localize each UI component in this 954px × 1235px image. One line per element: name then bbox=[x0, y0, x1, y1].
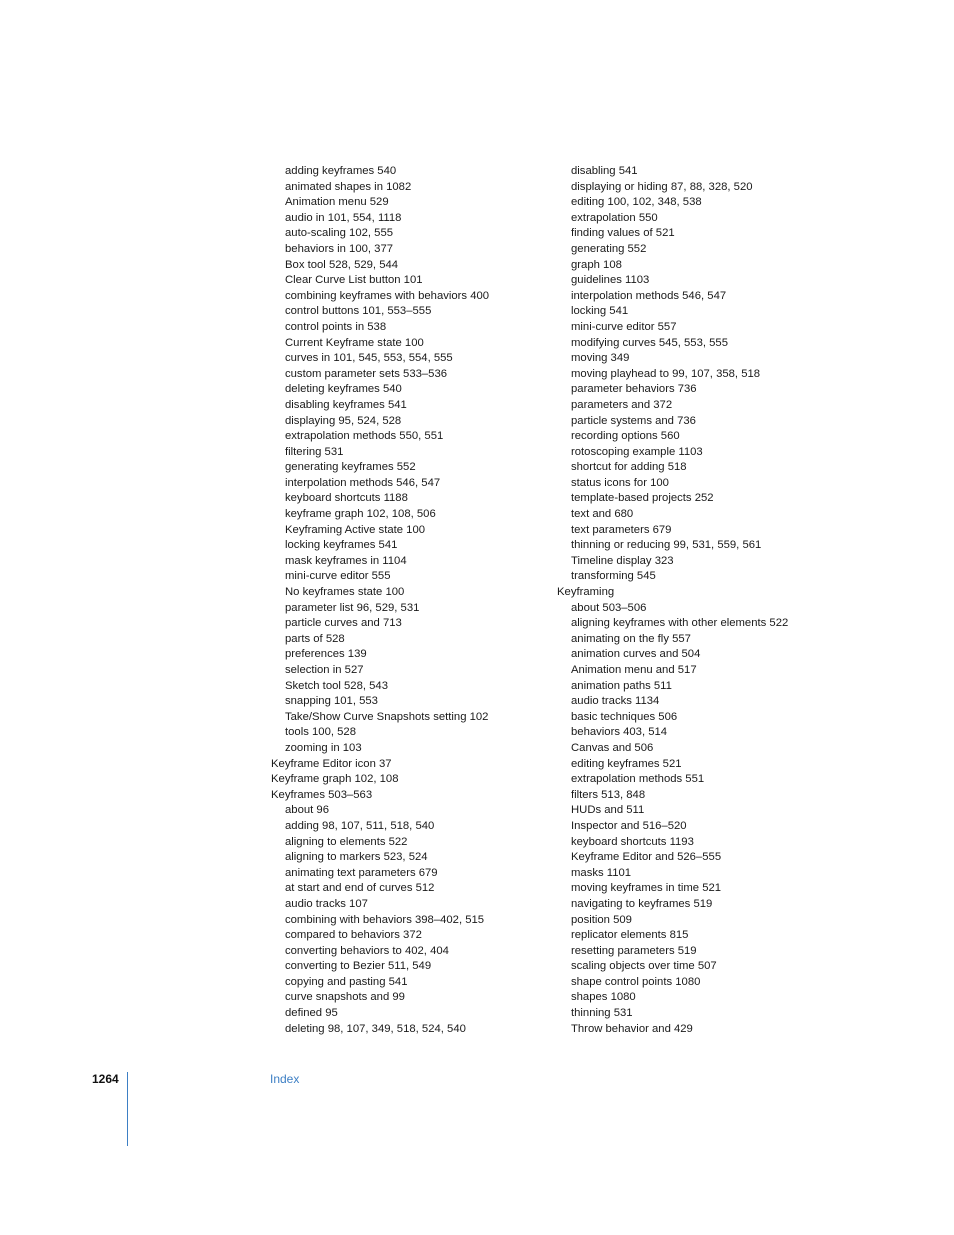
index-subentry: audio tracks 1134 bbox=[571, 695, 660, 708]
index-subentry: moving 349 bbox=[571, 352, 630, 365]
index-subentry: curve snapshots and 99 bbox=[285, 991, 405, 1004]
index-subentry: shortcut for adding 518 bbox=[571, 461, 687, 474]
index-subentry: position 509 bbox=[571, 913, 632, 926]
index-subentry: animation paths 511 bbox=[571, 679, 672, 692]
index-subentry: deleting keyframes 540 bbox=[285, 383, 402, 396]
index-subentry: parts of 528 bbox=[285, 632, 345, 645]
index-subentry: text parameters 679 bbox=[571, 523, 672, 536]
index-subentry: locking 541 bbox=[571, 305, 629, 318]
index-subentry: Clear Curve List button 101 bbox=[285, 274, 423, 287]
index-subentry: zooming in 103 bbox=[285, 741, 362, 754]
index-subentry: curves in 101, 545, 553, 554, 555 bbox=[285, 352, 453, 365]
index-subentry: recording options 560 bbox=[571, 430, 680, 443]
index-subentry: audio in 101, 554, 1118 bbox=[285, 211, 402, 224]
index-subentry: animating text parameters 679 bbox=[285, 866, 438, 879]
index-subentry: editing 100, 102, 348, 538 bbox=[571, 196, 702, 209]
index-subentry: keyframe graph 102, 108, 506 bbox=[285, 508, 436, 521]
index-subentry: aligning to markers 523, 524 bbox=[285, 851, 428, 864]
index-subentry: extrapolation methods 550, 551 bbox=[285, 430, 444, 443]
index-subentry: basic techniques 506 bbox=[571, 710, 678, 723]
index-subentry: Animation menu and 517 bbox=[571, 664, 697, 676]
index-subentry: Keyframing Active state 100 bbox=[285, 523, 426, 536]
index-column-left bbox=[271, 164, 489, 1037]
index-subentry: moving playhead to 99, 107, 358, 518 bbox=[571, 367, 761, 380]
index-subentry: shapes 1080 bbox=[571, 991, 636, 1004]
index-subentry: filtering 531 bbox=[285, 445, 344, 458]
index-subentry: displaying or hiding 87, 88, 328, 520 bbox=[571, 180, 753, 193]
index-subentry: guidelines 1103 bbox=[571, 274, 650, 287]
index-heading: Keyframes 503–563 bbox=[271, 788, 373, 801]
index-subentry: animated shapes in 1082 bbox=[285, 180, 412, 193]
footer-divider bbox=[127, 1072, 128, 1146]
index-subentry: thinning or reducing 99, 531, 559, 561 bbox=[571, 539, 762, 552]
index-subentry: displaying 95, 524, 528 bbox=[285, 414, 402, 427]
index-subentry: finding values of 521 bbox=[571, 227, 675, 240]
index-subentry: transforming 545 bbox=[571, 570, 656, 583]
index-subentry: Keyframe Editor and 526–555 bbox=[571, 851, 722, 864]
footer-section-title: Index bbox=[270, 1072, 300, 1086]
page-number: 1264 bbox=[92, 1072, 119, 1086]
index-subentry: graph 108 bbox=[571, 258, 622, 271]
index-subentry: Animation menu 529 bbox=[285, 196, 389, 209]
index-subentry: custom parameter sets 533–536 bbox=[285, 367, 448, 380]
index-subentry: aligning keyframes with other elements 522 bbox=[571, 617, 789, 630]
index-subentry: aligning to elements 522 bbox=[285, 835, 408, 848]
index-subentry: status icons for 100 bbox=[571, 476, 669, 489]
index-subentry: behaviors in 100, 377 bbox=[285, 242, 394, 255]
index-subentry: generating keyframes 552 bbox=[285, 461, 416, 474]
index-subentry: interpolation methods 546, 547 bbox=[571, 289, 727, 302]
index-subentry: Take/Show Curve Snapshots setting 102 bbox=[285, 710, 489, 723]
index-subentry: about 96 bbox=[285, 804, 329, 817]
index-subentry: combining keyframes with behaviors 400 bbox=[285, 289, 490, 302]
index-subentry: selection in 527 bbox=[285, 664, 364, 676]
index-subentry: locking keyframes 541 bbox=[285, 539, 398, 552]
index-subentry: parameters and 372 bbox=[571, 398, 673, 411]
index-subentry: preferences 139 bbox=[285, 648, 367, 661]
index-subentry: parameter behaviors 736 bbox=[571, 383, 697, 396]
index-subentry: generating 552 bbox=[571, 242, 647, 255]
index-subentry: resetting parameters 519 bbox=[571, 944, 697, 957]
index-subentry: mini-curve editor 557 bbox=[571, 320, 677, 333]
index-subentry: mini-curve editor 555 bbox=[285, 570, 391, 583]
index-subentry: keyboard shortcuts 1188 bbox=[285, 492, 408, 505]
index-subentry: Sketch tool 528, 543 bbox=[285, 679, 389, 692]
index-subentry: behaviors 403, 514 bbox=[571, 726, 668, 739]
index-subentry: modifying curves 545, 553, 555 bbox=[571, 336, 728, 349]
index-subentry: defined 95 bbox=[285, 1007, 338, 1020]
index-subentry: Throw behavior and 429 bbox=[571, 1022, 693, 1035]
index-subentry: keyboard shortcuts 1193 bbox=[571, 835, 694, 848]
index-subentry: Canvas and 506 bbox=[571, 741, 654, 754]
index-subentry: combining with behaviors 398–402, 515 bbox=[285, 913, 485, 926]
index-subentry: snapping 101, 553 bbox=[285, 695, 378, 708]
index-subentry: HUDs and 511 bbox=[571, 804, 645, 817]
index-subentry: animating on the fly 557 bbox=[571, 632, 691, 645]
index-subentry: tools 100, 528 bbox=[285, 726, 356, 739]
index-subentry: scaling objects over time 507 bbox=[571, 960, 717, 973]
index-subentry: adding keyframes 540 bbox=[285, 165, 397, 177]
index-subentry: parameter list 96, 529, 531 bbox=[285, 601, 420, 614]
index-subentry: shape control points 1080 bbox=[571, 975, 701, 988]
index-subentry: adding 98, 107, 511, 518, 540 bbox=[285, 819, 435, 832]
index-subentry: Current Keyframe state 100 bbox=[285, 336, 424, 349]
index-subentry: No keyframes state 100 bbox=[285, 586, 405, 599]
index-subentry: interpolation methods 546, 547 bbox=[285, 476, 441, 489]
index-subentry: converting behaviors to 402, 404 bbox=[285, 944, 449, 957]
index-subentry: rotoscoping example 1103 bbox=[571, 445, 703, 458]
index-subentry: control points in 538 bbox=[285, 320, 387, 333]
index-subentry: template-based projects 252 bbox=[571, 492, 714, 505]
index-subentry: auto-scaling 102, 555 bbox=[285, 227, 394, 240]
index-subentry: extrapolation 550 bbox=[571, 211, 658, 224]
index-subentry: animation curves and 504 bbox=[571, 648, 701, 661]
index-subentry: extrapolation methods 551 bbox=[571, 773, 705, 786]
index-subentry: thinning 531 bbox=[571, 1007, 633, 1020]
index-subentry: about 503–506 bbox=[571, 601, 647, 614]
index-subentry: deleting 98, 107, 349, 518, 524, 540 bbox=[285, 1022, 466, 1035]
index-column-right bbox=[557, 164, 788, 1037]
index-subentry: audio tracks 107 bbox=[285, 897, 368, 910]
index-subentry: text and 680 bbox=[571, 508, 634, 521]
index-heading: Keyframing bbox=[557, 586, 615, 599]
index-subentry: navigating to keyframes 519 bbox=[571, 897, 713, 910]
index-subentry: Box tool 528, 529, 544 bbox=[285, 258, 399, 271]
index-subentry: editing keyframes 521 bbox=[571, 757, 682, 770]
index-subentry: disabling 541 bbox=[571, 165, 638, 177]
index-subentry: converting to Bezier 511, 549 bbox=[285, 960, 432, 973]
index-subentry: disabling keyframes 541 bbox=[285, 398, 407, 411]
index-subentry: mask keyframes in 1104 bbox=[285, 554, 407, 567]
index-subentry: Timeline display 323 bbox=[571, 554, 674, 567]
index-subentry: particle systems and 736 bbox=[571, 414, 696, 427]
index-subentry: filters 513, 848 bbox=[571, 788, 646, 801]
index-subentry: copying and pasting 541 bbox=[285, 975, 408, 988]
index-heading: Keyframe Editor icon 37 bbox=[271, 757, 392, 770]
index-subentry: control buttons 101, 553–555 bbox=[285, 305, 432, 318]
index-subentry: Inspector and 516–520 bbox=[571, 819, 687, 832]
index-subentry: compared to behaviors 372 bbox=[285, 929, 422, 942]
index-subentry: at start and end of curves 512 bbox=[285, 882, 435, 895]
index-subentry: particle curves and 713 bbox=[285, 617, 402, 630]
index-subentry: masks 1101 bbox=[571, 866, 632, 879]
index-subentry: replicator elements 815 bbox=[571, 929, 689, 942]
index-heading: Keyframe graph 102, 108 bbox=[271, 773, 399, 786]
index-subentry: moving keyframes in time 521 bbox=[571, 882, 722, 895]
